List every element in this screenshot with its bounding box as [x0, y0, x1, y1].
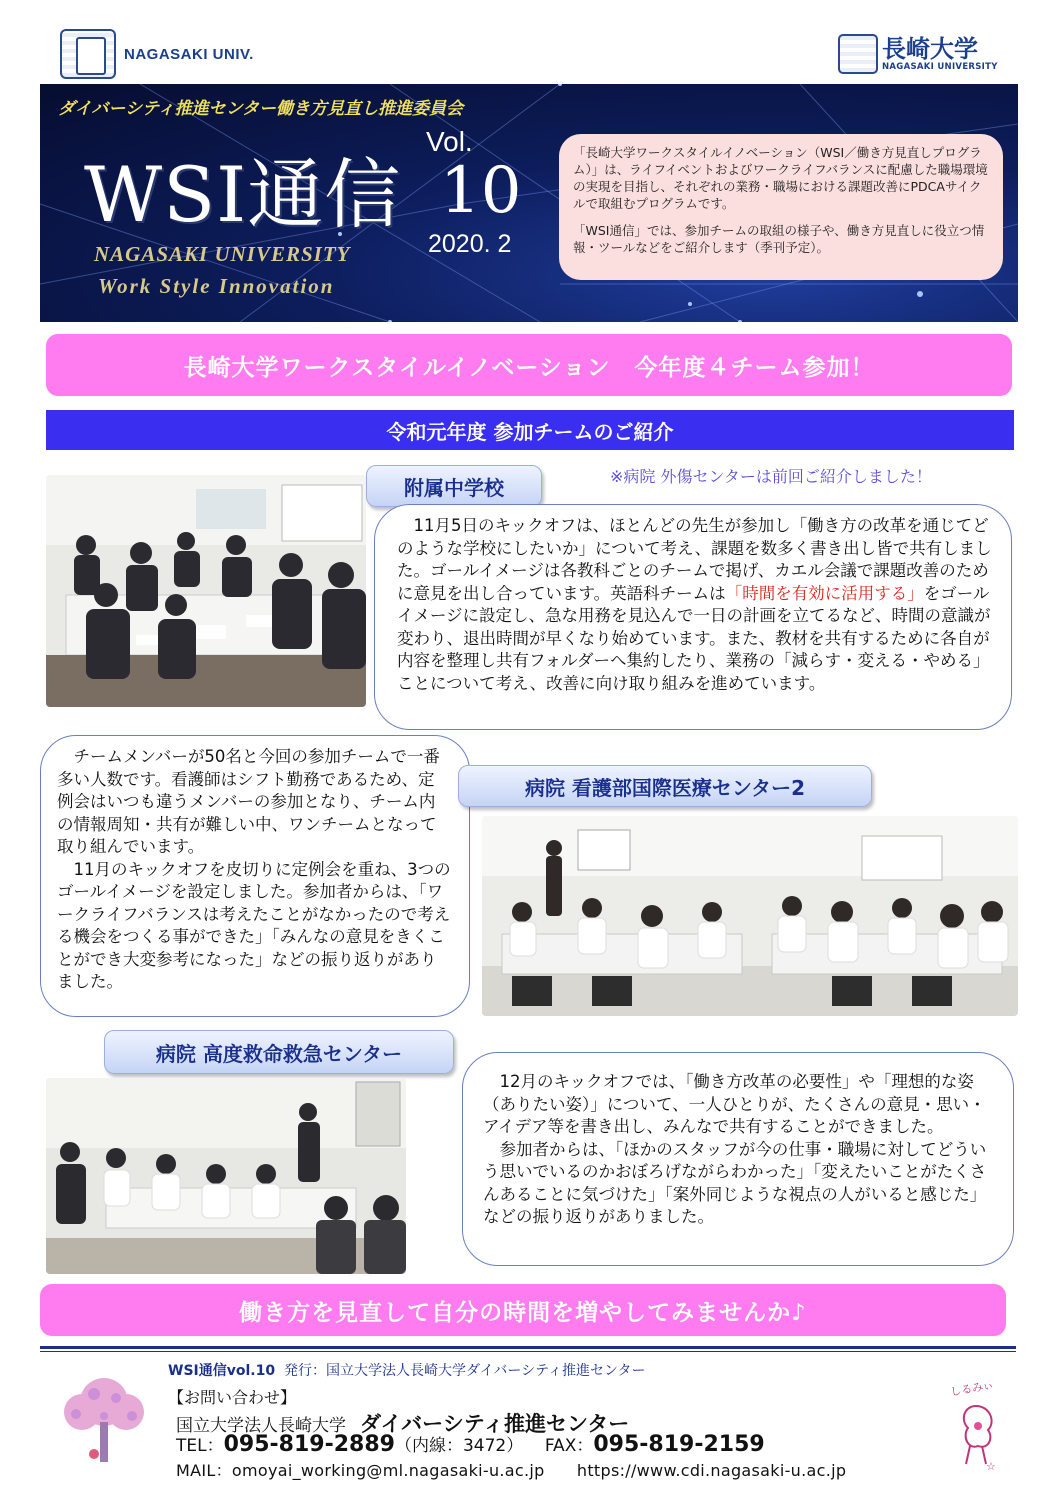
university-seal-icon	[60, 29, 116, 79]
mascot-label: しるみぃ	[949, 1378, 995, 1399]
fax-number: 095-819-2159	[593, 1432, 765, 1457]
tagline-university: NAGASAKI UNIVERSITY	[94, 242, 351, 266]
footer-divider-thick	[40, 1346, 1016, 1349]
tel-number: 095-819-2889	[223, 1432, 395, 1457]
emergency-paragraph-1: 12月のキックオフでは、「働き方改革の必要性」や「理想的な姿（ありたい姿）」について、一人ひとりが、たくさんの意見・思い・アイデア等を書き出し、みんなで共有することができました。	[483, 1072, 986, 1136]
tab-emergency-center: 病院 高度救命救急センター	[104, 1030, 454, 1074]
nursing-paragraph-2: 11月のキックオフを皮切りに定例会を重ね、3つのゴールイメージを設定しました。参加者からは、「ワークライフバランスは考えたことがなかったので考える機会をつくる事ができた」「みんなの意見をきくことができ大変参考になった」などの振り返りがありました。	[57, 859, 451, 991]
footer-issue: WSI通信vol.10	[168, 1363, 276, 1379]
contact-phone-line	[176, 1431, 765, 1457]
headline-bar: 長崎大学ワークスタイルイノベーション 今年度４チーム参加！	[46, 334, 1012, 396]
tab-junior-high-school: 附属中学校	[366, 465, 542, 507]
intro-paragraph-1: 「長崎大学ワークスタイルイノベーション（WSI／働き方見直しプログラム）」は、ライフイベントおよびワークライフバランスに配慮した職場環境の実現を目指し、それぞれの業務・職場における課題改善にPDCAサイクルで取組むプログラムです。	[573, 145, 988, 211]
newsletter-banner	[40, 84, 1018, 322]
newsletter-title: WSI通信	[84, 150, 402, 239]
contact-mail-line	[176, 1458, 846, 1481]
intro-box	[559, 134, 1003, 280]
text-bubble-nursing	[40, 735, 470, 1017]
text-bubble-emergency	[462, 1052, 1014, 1266]
org-name: 国立大学法人長崎大学	[176, 1416, 346, 1436]
section-subheading: 令和元年度 参加チームのご紹介	[46, 410, 1014, 450]
photo-nursing-meeting	[482, 816, 1018, 1016]
nagasaki-univ-logo-right	[838, 28, 1010, 80]
committee-name: ダイバーシティ推進センター働き方見直し推進委員会	[58, 99, 463, 119]
junior-high-text-2: をゴールイメージに設定し、急な用務を見込んで一日の計画を立てるなど、時間の意識が変わり、退出時間が早くなり始めています。また、教材を共有するために各自が内容を整理し共有フォルダーへ集約したり、業務の「減らす・変える・やめる」ことについて考え、改善に向け取り組みを進めています。	[397, 583, 991, 693]
footer-publication-line	[168, 1360, 645, 1380]
note-trauma-center: ※病院 外傷センターは前回ご紹介しました！	[610, 467, 932, 486]
footer-publisher: 発行：国立大学法人長崎大学ダイバーシティ推進センター	[283, 1363, 646, 1379]
emergency-paragraph-2: 参加者からは、「ほかのスタッフが今の仕事・職場に対してどういう思いでいるのかおぼろげながらわかった」「変えたいことがたくさんあることに気づけた」「案外同じような視点の人がいると感じた」などの振り返りがありました。	[483, 1139, 987, 1226]
university-seal-small-icon	[838, 34, 878, 74]
contact-url[interactable]: https://www.cdi.nagasaki-u.ac.jp	[576, 1461, 847, 1480]
photo-emergency-meeting	[46, 1078, 406, 1274]
mascot-illustration	[942, 1376, 1012, 1472]
logo-left-text: NAGASAKI UNIV.	[124, 45, 254, 63]
nagasaki-univ-logo-left	[60, 24, 270, 84]
tagline-wsi: Work Style Innovation	[98, 274, 335, 298]
footer-divider-thin	[40, 1351, 1016, 1352]
tel-label: TEL：	[176, 1436, 224, 1456]
intro-paragraph-2: 「WSI通信」では、参加チームの取組の様子や、働き方見直しに役立つ情報・ツールなどをご紹介します（季刊予定）。	[573, 223, 985, 255]
volume-number: 10	[440, 154, 522, 228]
junior-high-text-1: 11月5日のキックオフは、ほとんどの先生が参加し「働き方の改革を通じてどのような学校にしたいか」について考え、課題を数多く書き出し皆で共有しました。ゴールイメージは各教科ごとのチームで掲げ、カエル会議で課題改善のために意見を出し合っています。英語科チームは	[397, 516, 992, 603]
junior-high-highlight: 「時間を有効に活用する」	[725, 583, 924, 603]
center-name: ダイバーシティ推進センター	[360, 1412, 630, 1436]
contact-heading: 【お問い合わせ】	[168, 1388, 297, 1407]
volume-label: Vol.	[426, 126, 473, 157]
nursing-paragraph-1: チームメンバーが50名と今回の参加チームで一番多い人数です。看護師はシフト勤務であるため、定例会はいつも違うメンバーの参加となり、チーム内の情報周知・共有が難しい中、ワンチームとなって取り組んでいます。	[57, 747, 440, 856]
text-bubble-junior-high	[374, 504, 1012, 730]
tree-hearts-illustration	[54, 1372, 154, 1468]
tel-extension: （内線：3472）	[394, 1436, 524, 1456]
photo-junior-high-meeting	[46, 475, 366, 707]
logo-right-jp: 長崎大学	[882, 35, 978, 63]
svg-text:☆: ☆	[986, 1460, 996, 1472]
tab-nursing-international: 病院 看護部国際医療センター2	[458, 765, 872, 807]
junior-high-paragraph	[397, 515, 993, 695]
fax-label: FAX：	[544, 1436, 594, 1456]
contact-email[interactable]: MAIL：omoyai_working@ml.nagasaki-u.ac.jp	[176, 1461, 545, 1480]
logo-right-en: NAGASAKI UNIVERSITY	[882, 62, 998, 72]
bottom-banner: 働き方を見直して自分の時間を増やしてみませんか♪	[40, 1284, 1006, 1336]
issue-date: 2020. 2	[428, 230, 512, 258]
